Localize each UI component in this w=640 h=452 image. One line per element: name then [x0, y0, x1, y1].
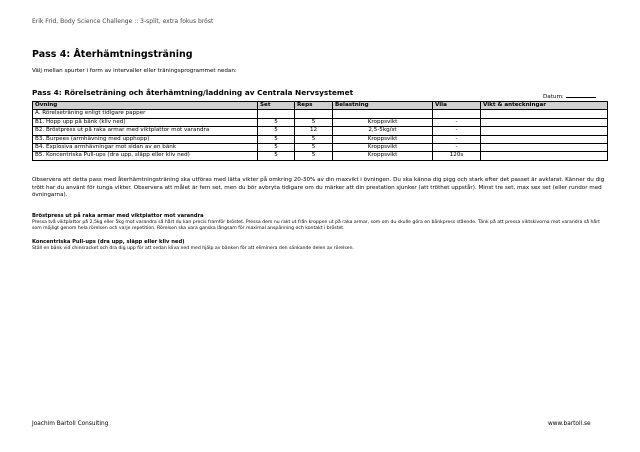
- table-row: [33, 127, 608, 135]
- cell-vikt: [481, 110, 608, 118]
- table-row: [33, 144, 608, 152]
- col-header-set: Set: [258, 102, 295, 110]
- cell-ovning: B5. Koncentriska Pull-ups (dra upp, släpp eller kliv ned): [33, 152, 258, 160]
- col-header-reps: Reps: [295, 102, 333, 110]
- exercise2-text: Ställ en bänk vid chinsracket och dra dig upp för att sedan kliva ned med hjälp av bänken för att eliminera den sänkande delen av rörelsen.: [32, 246, 354, 251]
- cell-reps: 5: [295, 144, 333, 152]
- cell-set: 5: [258, 135, 295, 143]
- cell-vila: -: [433, 127, 481, 135]
- cell-ovning: A. Rörelseträning enligt tidigare papper: [33, 110, 258, 118]
- cell-belastning: 2,5-5kg/st: [333, 127, 433, 135]
- cell-reps: [295, 110, 333, 118]
- cell-set: 5: [258, 144, 295, 152]
- cell-set: 5: [258, 118, 295, 126]
- exercise1-title: Bröstpress ut på raka armar med viktplattor mot varandra: [32, 213, 204, 219]
- cell-set: [258, 110, 295, 118]
- footer-website[interactable]: www.bartoll.se: [548, 421, 591, 427]
- cell-reps: 12: [295, 127, 333, 135]
- datum-label: Datum:: [543, 94, 564, 100]
- cell-vila: -: [433, 135, 481, 143]
- table-row: [33, 110, 608, 118]
- col-header-vikt: Vikt & anteckningar: [481, 102, 608, 110]
- cell-vikt: [481, 144, 608, 152]
- col-header-belastning: Belastning: [333, 102, 433, 110]
- exercise-table: [32, 101, 608, 161]
- exercise1-text: Pressa två viktplattor på 2,5kg eller 5kg mot varandra så hårt du kan precis framför bröstet. Pressa dem nu rakt ut från kroppen ut på raka armar, som om du skulle göra en bänkpress stående. Tänk på att pressa viktskivorna mot varandra så hårt som möjligt genom hela rörelsen och varje repetition. Rörelsen ska vara ganska långsam för maximal anspänning och kontakt i bröstet.: [32, 220, 600, 232]
- footer-company: Joachim Bartoll Consulting: [32, 421, 109, 427]
- note-paragraph: Observera att detta pass med återhämtningsträning ska utföras med lätta vikter på omkring 20-30% av din maxvikt i övningen. Du ska känna dig pigg och stark efter det passet är avklarat. Känner du dig trött har du använt för tunga vikter. Observera att målet är fem set, men du bör avbryta tidigare om du märker att din prestation sjunker (att tröthet uppstår). Minst tre set, max sex set (eller rundor med övningarna).: [32, 177, 605, 199]
- exercise2-title: Koncentriska Pull-ups (dra upp, släpp eller kliv ned): [32, 239, 185, 245]
- cell-set: 5: [258, 127, 295, 135]
- cell-vikt: [481, 127, 608, 135]
- intro-text: Välj mellan spurter i form av intervaller eller träningsprogrammet nedan:: [32, 68, 237, 74]
- cell-ovning: B2. Bröstpress ut på raka armar med viktplattor mot varandra: [33, 127, 258, 135]
- table-row: [33, 135, 608, 143]
- page-title: Pass 4: Återhämtningsträning: [32, 49, 193, 60]
- cell-vikt: [481, 118, 608, 126]
- cell-vikt: [481, 152, 608, 160]
- datum-field: [543, 94, 596, 100]
- cell-belastning: Kroppsvikt: [333, 152, 433, 160]
- section-title: Pass 4: Rörelseträning och återhämtning/laddning av Centrala Nervsystemet: [32, 88, 354, 97]
- cell-vila: [433, 110, 481, 118]
- cell-belastning: Kroppsvikt: [333, 118, 433, 126]
- cell-reps: 5: [295, 118, 333, 126]
- col-header-vila: Vila: [433, 102, 481, 110]
- table-row: [33, 118, 608, 126]
- cell-vikt: [481, 135, 608, 143]
- table-header-row: [33, 102, 608, 110]
- cell-belastning: [333, 110, 433, 118]
- cell-ovning: B4. Explosiva armhävningar mot sidan av en bänk: [33, 144, 258, 152]
- cell-ovning: B1. Hopp upp på bänk (kliv ned): [33, 118, 258, 126]
- table-row: [33, 152, 608, 160]
- cell-ovning: B3. Burpees (armhävning med upphopp): [33, 135, 258, 143]
- cell-reps: 5: [295, 135, 333, 143]
- datum-line: [566, 97, 596, 98]
- cell-reps: 5: [295, 152, 333, 160]
- cell-set: 5: [258, 152, 295, 160]
- page-header: Erik Frid, Body Science Challenge :: 3-split, extra fokus bröst: [32, 18, 214, 25]
- cell-belastning: Kroppsvikt: [333, 135, 433, 143]
- cell-vila: -: [433, 144, 481, 152]
- cell-vila: 120s: [433, 152, 481, 160]
- cell-belastning: Kroppsvikt: [333, 144, 433, 152]
- cell-vila: -: [433, 118, 481, 126]
- col-header-ovning: Övning: [33, 102, 258, 110]
